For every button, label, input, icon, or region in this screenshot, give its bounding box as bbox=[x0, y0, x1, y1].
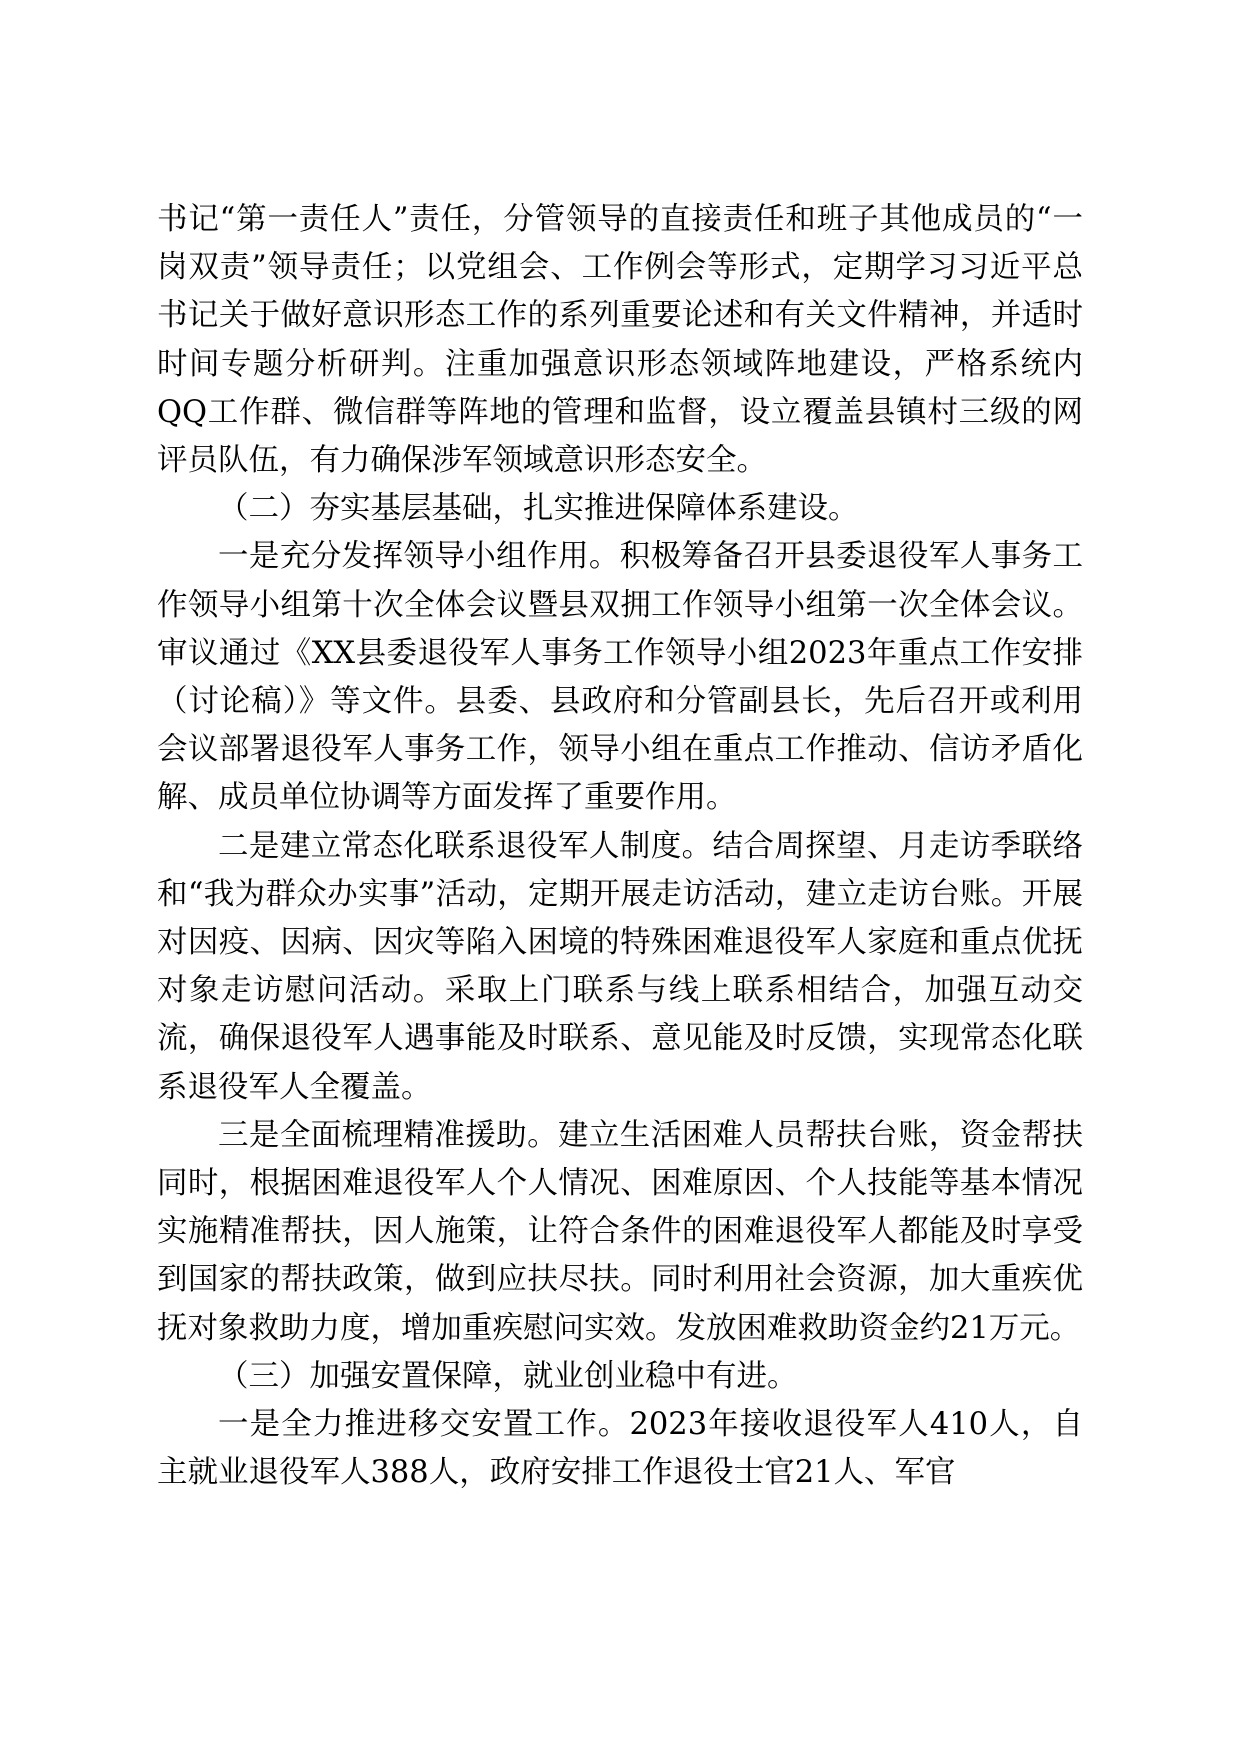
paragraph-regular-contact: 二是建立常态化联系退役军人制度。结合周探望、月走访季联络和“我为群众办实事”活动，定期开展走访活动，建立走访台账。开展对因疫、因病、因灾等陷入困境的特殊困难退役军人家庭和重点优抚对象走访慰问活动。采取上门联系与线上联系相结合，加强互动交流，确保退役军人遇事能及时联系、意见能及时反馈，实现常态化联系退役军人全覆盖。 bbox=[157, 828, 1083, 1105]
document-body bbox=[157, 196, 1083, 1497]
paragraph-responsibility: 书记“第一责任人”责任，分管领导的直接责任和班子其他成员的“一岗双责”领导责任；以党组会、工作例会等形式，定期学习习近平总书记关于做好意识形态工作的系列重要论述和有关文件精神，并适时时间专题分析研判。注重加强意识形态领域阵地建设，严格系统内QQ工作群、微信群等阵地的管理和监督，设立覆盖县镇村三级的网评员队伍，有力确保涉军领域意识形态安全。 bbox=[157, 202, 1083, 479]
paragraph-leading-group: 一是充分发挥领导小组作用。积极筹备召开县委退役军人事务工作领导小组第十次全体会议暨县双拥工作领导小组第一次全体会议。审议通过《XX县委退役军人事务工作领导小组2023年重点工作安排（讨论稿）》等文件。县委、县政府和分管副县长，先后召开或利用会议部署退役军人事务工作，领导小组在重点工作推动、信访矛盾化解、成员单位协调等方面发挥了重要作用。 bbox=[157, 539, 1083, 816]
paragraph-precise-assistance: 三是全面梳理精准援助。建立生活困难人员帮扶台账，资金帮扶同时，根据困难退役军人个人情况、困难原因、个人技能等基本情况实施精准帮扶，因人施策，让符合条件的困难退役军人都能及时享受到国家的帮扶政策，做到应扶尽扶。同时利用社会资源，加大重疾优抚对象救助力度，增加重疾慰问实效。发放困难救助资金约21万元。 bbox=[157, 1117, 1083, 1346]
paragraph-resettlement: 一是全力推进移交安置工作。2023年接收退役军人410人，自主就业退役军人388人，政府安排工作退役士官21人、军官 bbox=[157, 1407, 1083, 1491]
section-heading-3: （三）加强安置保障，就业创业稳中有进。 bbox=[218, 1358, 798, 1394]
section-heading-2: （二）夯实基层基础，扎实推进保障体系建设。 bbox=[218, 491, 859, 527]
